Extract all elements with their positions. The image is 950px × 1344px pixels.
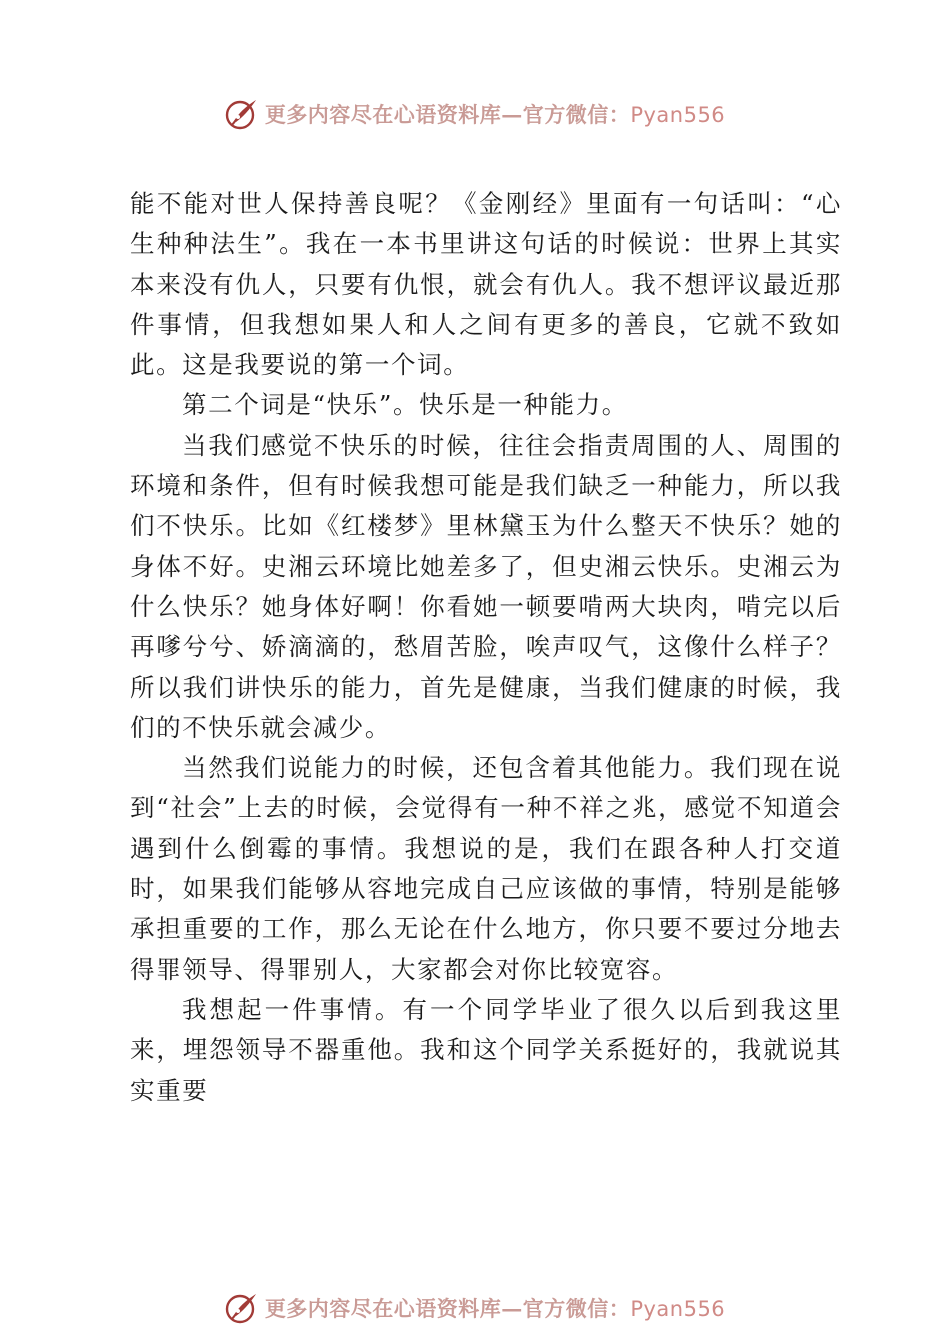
wechat-id: Pyan556: [630, 1297, 726, 1321]
paragraph: 我想起一件事情。有一个同学毕业了很久以后到我这里来，埋怨领导不器重他。我和这个同学关系挺好的，我就说其实重要: [130, 994, 842, 1105]
header-watermark: [0, 92, 950, 136]
watermark-text: 更多内容尽在心语资料库—官方微信：Pyan556: [264, 102, 726, 127]
footer-watermark: [0, 1286, 950, 1330]
quill-pen-seal-icon: [225, 97, 259, 131]
paragraph: 当然我们说能力的时候，还包含着其他能力。我们现在说到“社会”上去的时候，会觉得有一种不祥之兆，感觉不知道会遇到什么倒霉的事情。我想说的是，我们在跟各种人打交道时，如果我们能够从容地完成自己应该做的事情，特别是能够承担重要的工作，那么无论在什么地方，你只要不要过分地去得罪领导、得罪别人，大家都会对你比较宽容。: [130, 753, 842, 984]
paragraph: 能不能对世人保持善良呢？《金刚经》里面有一句话叫：“心生种种法生”。我在一本书里讲这句话的时候说：世界上其实本来没有仇人，只要有仇恨，就会有仇人。我不想评议最近那件事情，但我想如果人和人之间有更多的善良，它就不致如此。这是我要说的第一个词。: [130, 189, 842, 380]
document-body: [130, 184, 842, 1111]
paragraph: 第二个词是“快乐”。快乐是一种能力。: [182, 390, 628, 420]
paragraph: 当我们感觉不快乐的时候，往往会指责周围的人、周围的环境和条件，但有时候我想可能是我们缺乏一种能力，所以我们不快乐。比如《红楼梦》里林黛玉为什么整天不快乐？她的身体不好。史湘云环境比她差多了，但史湘云快乐。史湘云为什么快乐？她身体好啊！你看她一顿要啃两大块肉，啃完以后再嗲兮兮、娇滴滴的，愁眉苦脸，唉声叹气，这像什么样子？所以我们讲快乐的能力，首先是健康，当我们健康的时候，我们的不快乐就会减少。: [130, 430, 842, 742]
quill-pen-seal-icon: [225, 1291, 259, 1325]
watermark-text: 更多内容尽在心语资料库—官方微信：Pyan556: [264, 1296, 726, 1321]
wechat-id: Pyan556: [630, 103, 726, 127]
